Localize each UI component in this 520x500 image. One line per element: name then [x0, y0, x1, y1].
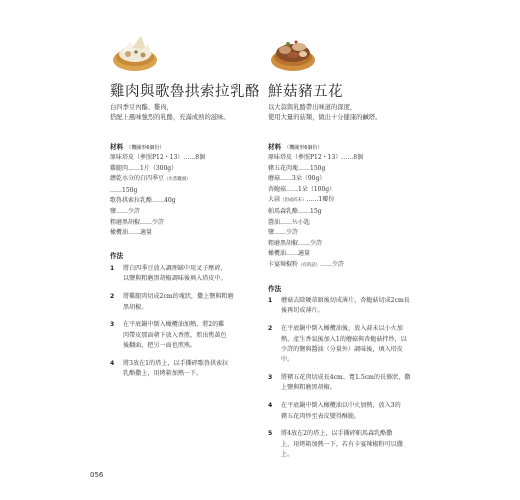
- ingredient-item: [268, 164, 363, 175]
- step-line: 中。: [281, 356, 294, 364]
- ingredient-item: [268, 174, 363, 185]
- step-number: 2: [110, 293, 115, 301]
- ingredient-amount: ……1瓣份: [306, 196, 335, 204]
- ingredient-item: [110, 218, 205, 229]
- step-item: [268, 296, 410, 317]
- recipe-description: [268, 103, 381, 123]
- step-line: 蘑菇去除硬蒂頭後切成薄片，杏鮑菇切成2cm長: [281, 297, 410, 304]
- ingredient-note: （有的話）: [298, 262, 320, 268]
- step-line: 後再切成薄片。: [281, 307, 324, 315]
- ingredient-text: 杏鮑菇……1朵（100g）: [268, 185, 336, 193]
- pork-mushroom-tart-photo: [268, 30, 318, 74]
- step-item: [110, 292, 234, 313]
- ingredient-item: [268, 249, 363, 260]
- ingredient-text: 大蒜: [268, 196, 281, 204]
- step-item: [110, 359, 234, 380]
- step-item: [268, 401, 410, 422]
- recipe-title: 鮮菇豬五花: [268, 84, 343, 100]
- step-item: [268, 324, 410, 366]
- ingredient-item: [110, 153, 205, 164]
- ingredient-text: 瀝乾水分的白四季豆: [110, 175, 165, 183]
- step-line: 黑胡椒。: [123, 303, 148, 311]
- step-item: [110, 264, 234, 285]
- ingredient-text: 歌魯拱索拉乳酪……40g: [110, 197, 176, 205]
- ingredient-text: 原味塔皮（參照P12・13）……8個: [268, 154, 364, 161]
- materials-note: （機圖形6個份）: [284, 145, 323, 151]
- ingredient-text: 鹽……少許: [268, 229, 299, 237]
- ingredient-text: 橄欖油……適量: [268, 250, 311, 258]
- ingredient-text: 醬油……½小匙: [268, 218, 310, 226]
- ingredient-item: [268, 218, 363, 229]
- step-line: 以鹽與粗磨黑胡椒調味後填入塔皮中。: [123, 275, 227, 283]
- description-line: 以大蒜與乳酪帶出味道的深度，: [268, 104, 357, 111]
- ingredient-item: [110, 196, 205, 207]
- ingredient-item: [110, 207, 205, 218]
- ingredient-item: [268, 260, 363, 272]
- recipe-description: [110, 103, 230, 123]
- ingredient-text: ……150g: [110, 186, 138, 194]
- step-line: 將豬五花肉切成長4cm、寬1.5cm的長條狀，撒: [281, 374, 411, 382]
- step-line: 肉帶皮那面朝下放入香煎，煎出焦黃色: [123, 331, 227, 339]
- step-line: 少許的鹽與醬油（分量外）調味後，填入塔皮: [281, 345, 403, 353]
- ingredient-text: 原味塔皮（參照P12・13）……8個: [110, 154, 206, 161]
- step-line: 上鹽與粗磨黑胡椒。: [281, 384, 336, 392]
- ingredient-amount: ……少許: [319, 260, 344, 268]
- description-line: 使用大量的菇類，做出十分健康的鹹塔。: [268, 114, 382, 121]
- ingredient-item: [110, 228, 205, 239]
- step-line: 上。: [281, 451, 294, 459]
- ingredient-list: [268, 153, 363, 272]
- ingredient-text: 橄欖油……適量: [110, 229, 153, 237]
- method-heading: 作法: [110, 252, 124, 260]
- ingredient-text: 蘑菇……3朵（90g）: [268, 175, 326, 183]
- step-line: 將雞腿肉切成2cm的塊狀，撒上鹽與粗磨: [123, 293, 234, 301]
- ingredient-text: 鹽……少許: [110, 207, 141, 215]
- step-line: 乳酪撒上，用烤箱加熱一下。: [123, 370, 203, 378]
- materials-heading-text: 材料: [268, 143, 282, 151]
- materials-heading: [110, 141, 164, 151]
- step-line: 豬五花肉炒至表皮變得酥脆。: [281, 412, 361, 420]
- step-item: [268, 373, 410, 394]
- ingredient-note: （切成碎末）: [280, 198, 307, 204]
- step-number: 4: [110, 359, 115, 367]
- chicken-tart-photo: [110, 30, 160, 74]
- ingredient-note: （水煮罐頭）: [164, 177, 191, 183]
- step-number: 5: [268, 430, 273, 438]
- step-number: 1: [268, 297, 273, 304]
- step-list: [268, 296, 410, 468]
- step-line: 在平底鍋中倒入橄欖油以中火加熱，放入3的: [281, 402, 401, 410]
- recipe-title: 雞肉與歌魯拱索拉乳酪: [110, 84, 260, 100]
- step-number: 1: [110, 265, 115, 272]
- step-item: [268, 429, 410, 460]
- ingredient-item: [268, 153, 363, 164]
- ingredient-item: [110, 186, 205, 197]
- ingredient-text: 粗磨黑胡椒……少許: [110, 218, 165, 226]
- step-line: 將4放在2的塔上，以手撕碎帕馬森乳酪撒: [281, 430, 393, 438]
- step-list: [110, 264, 234, 387]
- ingredient-text: 帕馬森乳酪……15g: [268, 207, 322, 215]
- step-number: 3: [110, 321, 115, 329]
- method-heading: 作法: [268, 285, 282, 293]
- step-line: 在平底鍋中倒入橄欖油後，放入蒜末以小火加: [281, 325, 403, 333]
- ingredient-item: [268, 195, 363, 207]
- materials-heading: [268, 141, 322, 151]
- step-line: 將白四季豆放入調理缽中用叉子壓碎，: [123, 265, 227, 272]
- step-line: 後翻面，把另一面也煎熟。: [123, 342, 197, 350]
- materials-note: （機圖形6個份）: [126, 145, 165, 151]
- ingredient-text: 粗磨黑胡椒……少許: [268, 239, 323, 247]
- description-line: 白四季豆內酯、雞肉，: [110, 104, 173, 111]
- ingredient-text: 豬五花肉塊……150g: [268, 164, 326, 172]
- step-number: 2: [268, 325, 273, 333]
- ingredient-item: [268, 228, 363, 239]
- step-line: 在平底鍋中倒入橄欖油加熱，將2的雞: [123, 321, 225, 329]
- step-item: [110, 320, 234, 351]
- step-number: 3: [268, 374, 273, 382]
- ingredient-item: [268, 239, 363, 250]
- materials-heading-text: 材料: [110, 143, 124, 151]
- ingredient-item: [268, 185, 363, 196]
- ingredient-item: [110, 174, 205, 186]
- ingredient-text: 雞腿肉……1片（300g）: [110, 164, 178, 172]
- step-line: 將3放在1的塔上，以手撕碎歌魯拱索拉: [123, 359, 229, 367]
- page-number: 056: [90, 471, 104, 479]
- step-number: 4: [268, 402, 273, 410]
- ingredient-item: [268, 207, 363, 218]
- description-line: 搭配上風味強烈的乳酪，充滿成熟的滋味。: [110, 114, 230, 121]
- step-line: 上，用烤箱加熱一下，若有卡宴辣椒粉可以撒: [281, 440, 403, 448]
- ingredient-text: 卡宴辣椒粉: [268, 260, 299, 268]
- step-line: 熱，產生香氣後加入1的蘑菇與杏鮑菇拌炒，以: [281, 335, 407, 343]
- ingredient-item: [110, 164, 205, 175]
- ingredient-list: [110, 153, 205, 239]
